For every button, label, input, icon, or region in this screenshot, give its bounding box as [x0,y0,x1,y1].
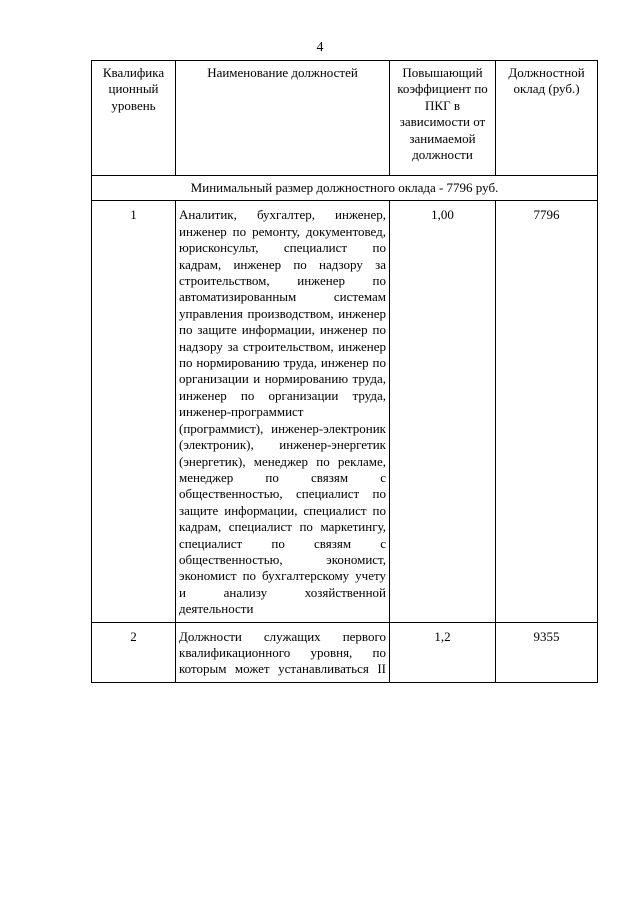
header-positions: Наименование должностей [176,61,390,176]
page-number: 4 [316,40,324,55]
header-salary: Должностной оклад (руб.) [496,61,598,176]
table-row [92,201,598,622]
row-positions: Должности служащих первого квалификационного уровня, по которым может устанавливаться II [176,622,390,682]
row-coefficient: 1,2 [390,622,496,682]
row-salary: 7796 [496,201,598,622]
section-row [92,176,598,201]
row-level: 1 [92,201,176,622]
salary-table [91,60,598,683]
row-coefficient: 1,00 [390,201,496,622]
table-header-row [92,61,598,176]
row-salary: 9355 [496,622,598,682]
header-coefficient: Повышающий коэффициент по ПКГ в зависимости от занимаемой должности [390,61,496,176]
table-row [92,622,598,682]
row-positions: Аналитик, бухгалтер, инженер, инженер по ремонту, документовед, юрисконсульт, специалист по кадрам, инженер по надзору за строительством, инженер по автоматизированным системам управления производством, инженер по защите информации, инженер по надзору за строительством, инженер по нормированию труда, инженер по организации и нормированию труда, инженер по организации труда, инженер-программист (программист), инженер-электроник (электроник), инженер-энергетик (энергетик), менеджер по рекламе, менеджер по связям с общественностью, специалист по защите информации, специалист по кадрам, специалист по маркетингу, специалист по связям с общественностью, экономист, экономист по бухгалтерскому учету и анализу хозяйственной деятельности [176,201,390,622]
header-level: Квалифика ционный уровень [92,61,176,176]
row-level: 2 [92,622,176,682]
section-title: Минимальный размер должностного оклада - 7796 руб. [92,176,598,201]
